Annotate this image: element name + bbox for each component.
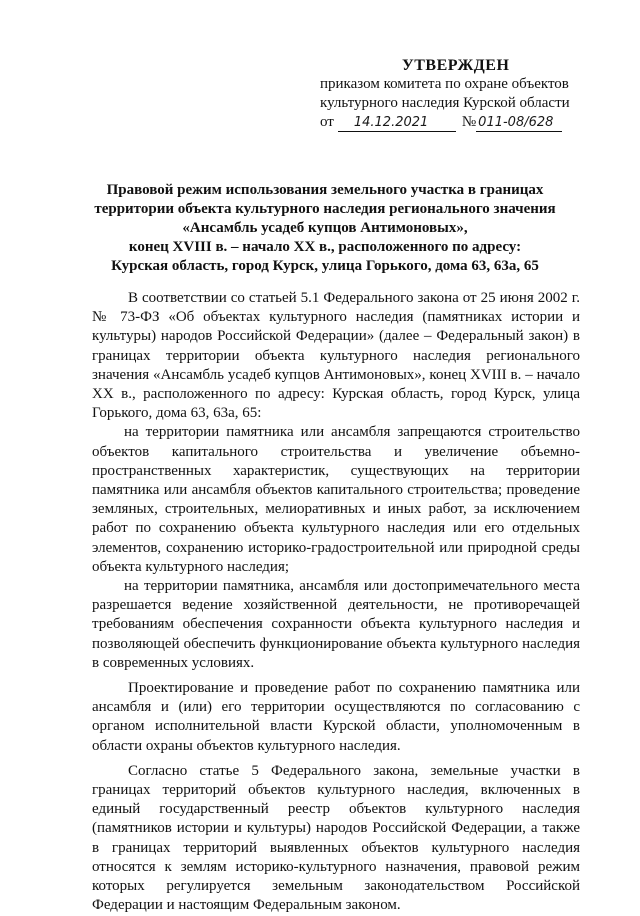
- title-line-3: «Ансамбль усадеб купцов Антимоновых»,: [182, 220, 468, 236]
- handwritten-date: 14.12.2021: [338, 115, 456, 132]
- approval-heading: УТВЕРЖДЕН: [402, 57, 510, 74]
- approval-line-1: приказом комитета по охране объектов: [320, 76, 569, 92]
- approval-line-2: культурного наследия Курской области: [320, 95, 570, 111]
- paragraph-4: Проектирование и проведение работ по сохранению памятника или ансамбля и (или) его территории осуществляются по согласованию с органом исполнительной власти Курской области, уполномоченным в области охраны объектов культурного наследия.: [92, 680, 580, 754]
- title-line-2: территории объекта культурного наследия регионального значения: [94, 201, 556, 217]
- handwritten-number: 011-08/628: [476, 115, 562, 132]
- document-body: [92, 289, 580, 916]
- document-title: [80, 181, 570, 276]
- paragraph-2: на территории памятника или ансамбля запрещаются строительство объектов капитального строительства и увеличение объемно-пространственных характеристик, существующих на территории памятника или ансамбля объектов капитального строительства; проведение земляных, строительных, мелиоративных и иных работ, за исключением работ по сохранению объекта культурного наследия или его отдельных элементов, сохранению историко-градостроительной или природной среды объекта культурного наследия;: [92, 424, 580, 575]
- paragraph-5: Согласно статье 5 Федерального закона, земельные участки в границах территорий объектов культурного наследия, включенных в единый государственный реестр объектов культурного наследия (памятников истории и культуры) народов Российской Федерации, а также в границах территорий выявленных объектов культурного наследия относятся к землям историко-культурного назначения, правовой режим которых регулируется земельным законодательством Российской Федерации и настоящим Федеральным законом.: [92, 762, 580, 914]
- approval-block: [320, 56, 590, 132]
- paragraph-1: В соответствии со статьей 5.1 Федерального закона от 25 июня 2002 г. № 73-ФЗ «Об объектах культурного наследия (памятниках истории и культуры) народов Российской Федерации» (далее – Федеральный закон) в границах территории объекта культурного наследия регионального значения «Ансамбль усадеб купцов Антимоновых», конец XVIII в. – начало XX в., расположенного по адресу: Курская область, город Курск, улица Горького, дома 63, 63а, 65:: [92, 290, 580, 422]
- title-line-5: Курская область, город Курск, улица Горького, дома 63, 63а, 65: [111, 258, 539, 274]
- number-prefix: №: [461, 114, 477, 130]
- title-line-4: конец XVIII в. – начало XX в., расположенного по адресу:: [128, 239, 522, 255]
- approval-date-number-row: [320, 113, 590, 132]
- title-line-1: Правовой режим использования земельного участка в границах: [106, 182, 544, 198]
- paragraph-3: на территории памятника, ансамбля или достопримечательного места разрешается ведение хозяйственной деятельности, не противоречащей требованиям обеспечения сохранности объекта культурного наследия и позволяющей обеспечить функционирование объекта культурного наследия в современных условиях.: [92, 578, 580, 671]
- date-prefix: от: [320, 114, 334, 130]
